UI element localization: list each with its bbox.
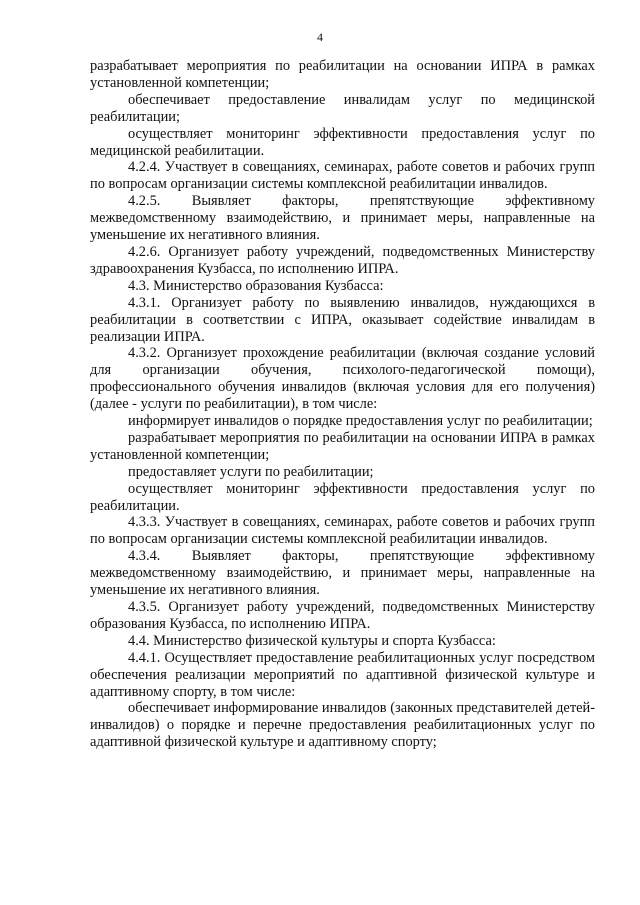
paragraph: 4.3.2. Организует прохождение реабилитации (включая создание условий для организации обучения, психолого-педагогической помощи), профессионального обучения инвалидов (включая условия для его получения) (далее - услуги по реабилитации), в том числе: xyxy=(90,345,595,413)
paragraph: обеспечивает предоставление инвалидам услуг по медицинской реабилитации; xyxy=(90,91,595,125)
paragraph: обеспечивает информирование инвалидов (законных представителей детей-инвалидов) о порядке и перечне предоставления реабилитационных услуг по адаптивной физической культуре и адаптивному спорту; xyxy=(90,700,595,751)
paragraph: 4.4. Министерство физической культуры и спорта Кузбасса: xyxy=(128,632,496,649)
paragraph: 4.3.4. Выявляет факторы, препятствующие эффективному межведомственному взаимодействию, и принимает меры, направленные на уменьшение их негативного влияния. xyxy=(90,548,595,599)
paragraph: 4.3.3. Участвует в совещаниях, семинарах, работе советов и рабочих групп по вопросам организации системы комплексной реабилитации инвалидов. xyxy=(90,514,595,548)
paragraph: 4.2.6. Организует работу учреждений, подведомственных Министерству здравоохранения Кузбасса, по исполнению ИПРА. xyxy=(90,243,595,277)
paragraph: разрабатывает мероприятия по реабилитации на основании ИПРА в рамках установленной компетенции; xyxy=(90,429,595,463)
paragraph: 4.3.1. Организует работу по выявлению инвалидов, нуждающихся в реабилитации в соответствии с ИПРА, оказывает содействие инвалидам в реализации ИПРА. xyxy=(90,294,595,345)
paragraph: 4.3.5. Организует работу учреждений, подведомственных Министерству образования Кузбасса, по исполнению ИПРА. xyxy=(90,599,595,632)
paragraph: осуществляет мониторинг эффективности предоставления услуг по медицинской реабилитации. xyxy=(90,125,595,159)
document-body xyxy=(90,58,595,751)
paragraph: информирует инвалидов о порядке предоставления услуг по реабилитации; xyxy=(128,413,593,430)
paragraph: 4.2.5. Выявляет факторы, препятствующие эффективному межведомственному взаимодействию, и принимает меры, направленные на уменьшение их негативного влияния. xyxy=(90,193,595,244)
paragraph: разрабатывает мероприятия по реабилитации на основании ИПРА в рамках установленной компетенции; xyxy=(90,58,595,91)
paragraph: предоставляет услуги по реабилитации; xyxy=(128,463,374,480)
paragraph: 4.2.4. Участвует в совещаниях, семинарах, работе советов и рабочих групп по вопросам организации системы комплексной реабилитации инвалидов. xyxy=(90,159,595,193)
page-number: 4 xyxy=(317,30,323,44)
paragraph: 4.4.1. Осуществляет предоставление реабилитационных услуг посредством обеспечения реализации мероприятий по адаптивной физической культуре и адаптивному спорту, в том числе: xyxy=(90,649,595,700)
paragraph: осуществляет мониторинг эффективности предоставления услуг по реабилитации. xyxy=(90,480,595,514)
paragraph: 4.3. Министерство образования Кузбасса: xyxy=(128,277,384,294)
